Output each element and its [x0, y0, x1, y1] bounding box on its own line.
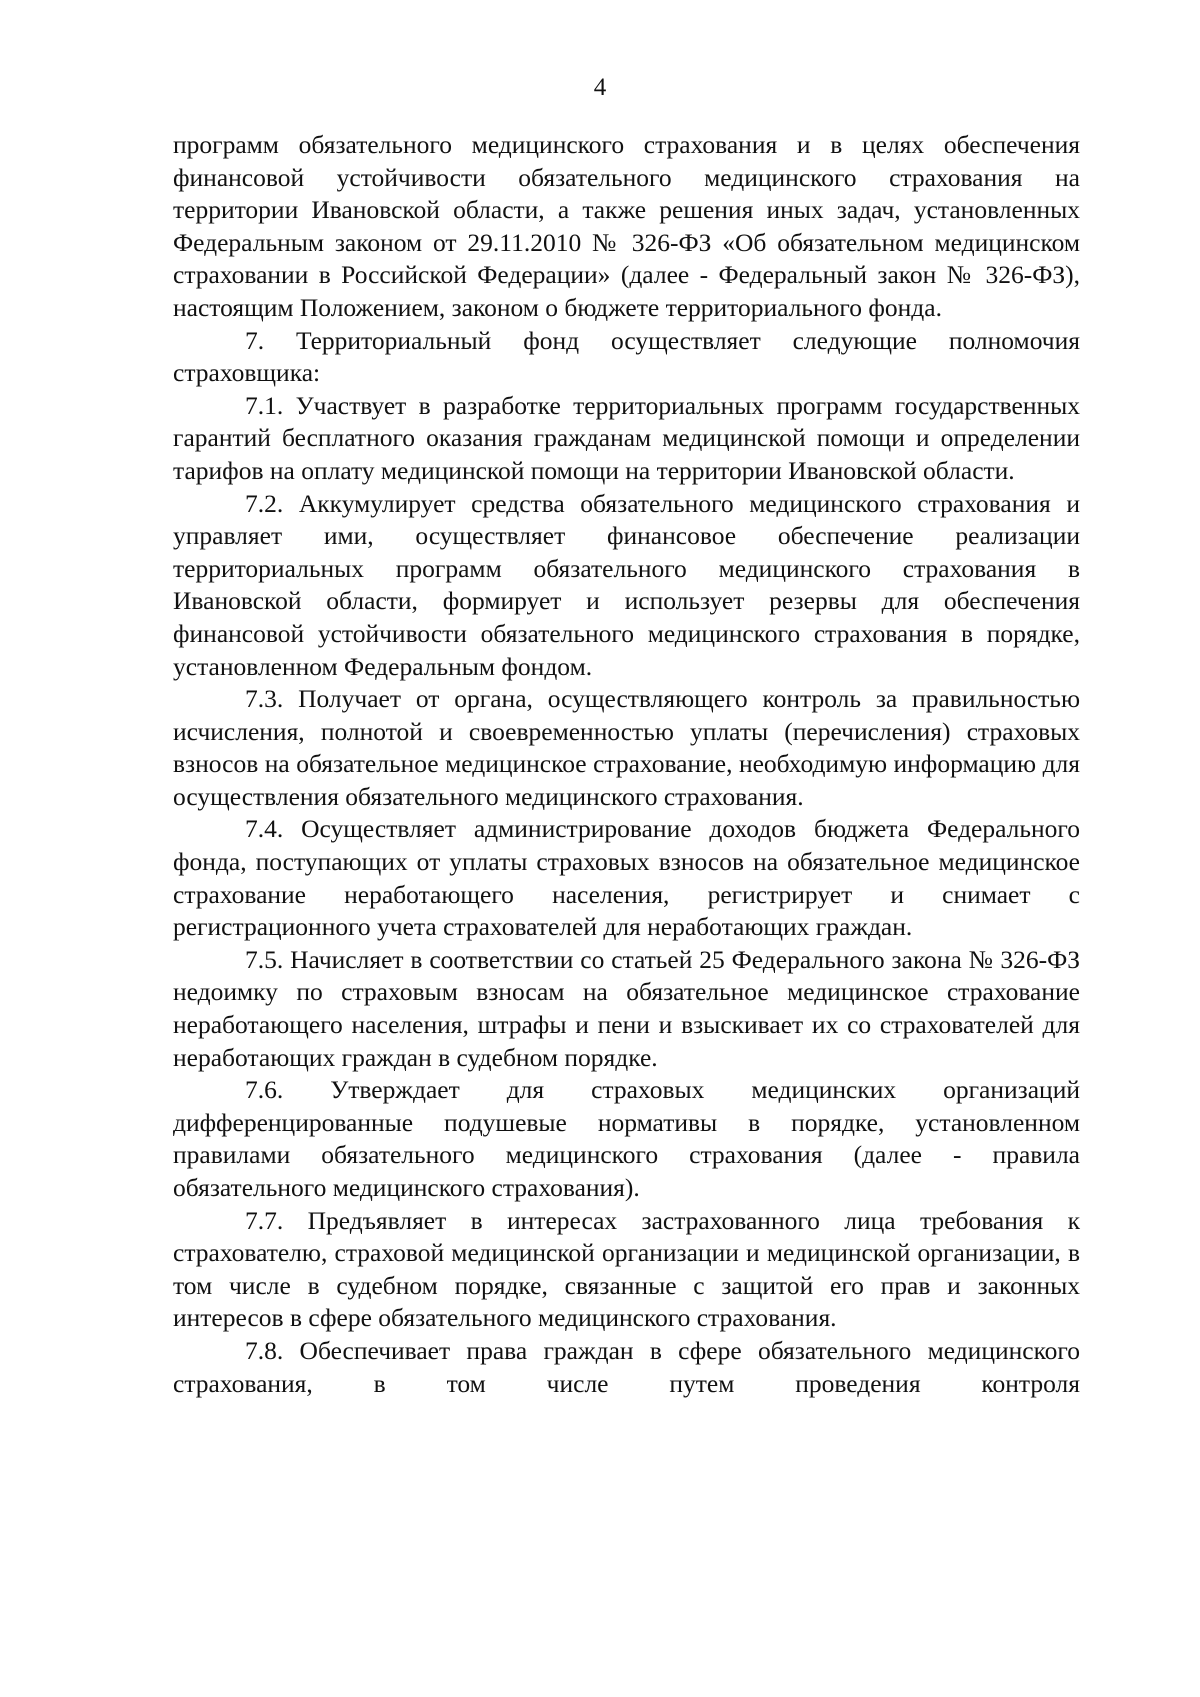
paragraph-item-7-3: 7.3. Получает от органа, осуществляющего контроль за правильностью исчисления, полнотой и своевременностью уплаты (перечисления) страховых взносов на обязательное медицинское страхование, необходимую информацию для осуществления обязательного медицинского страхования. [173, 684, 1080, 811]
page-number: 4 [593, 74, 607, 101]
paragraph-item-7: 7. Территориальный фонд осуществляет следующие полномочия страховщика: [173, 325, 1080, 388]
paragraph-item-7-2: 7.2. Аккумулирует средства обязательного медицинского страхования и управляет ими, осуществляет финансовое обеспечение реализации территориальных программ обязательного медицинского страхования в Ивановской области, формирует и использует резервы для обеспечения финансовой устойчивости обязательного медицинского страхования в порядке, установленном Федеральным фондом. [173, 488, 1080, 681]
document-body [173, 129, 1080, 1400]
paragraph-continuation: программ обязательного медицинского страхования и в целях обеспечения финансовой устойчивости обязательного медицинского страхования на территории Ивановской области, а также решения иных задач, установленных Федеральным законом от 29.11.2010 № 326-ФЗ «Об обязательном медицинском страховании в Российской Федерации» (далее - Федеральный закон № 326-ФЗ), настоящим Положением, законом о бюджете территориального фонда. [173, 130, 1080, 322]
paragraph-item-7-4: 7.4. Осуществляет администрирование доходов бюджета Федерального фонда, поступающих от уплаты страховых взносов на обязательное медицинское страхование неработающего населения, регистрирует и снимает с регистрационного учета страхователей для неработающих граждан. [173, 814, 1080, 942]
paragraph-item-7-1: 7.1. Участвует в разработке территориальных программ государственных гарантий бесплатного оказания гражданам медицинской помощи и определении тарифов на оплату медицинской помощи на территории Ивановской области. [173, 390, 1080, 485]
paragraph-item-7-8: 7.8. Обеспечивает права граждан в сфере обязательного медицинского страхования, в том числе путем проведения контроля [173, 1335, 1080, 1398]
paragraph-item-7-7: 7.7. Предъявляет в интересах застрахованного лица требования к страхователю, страховой медицинской организации и медицинской организации, в том числе в судебном порядке, связанные с защитой его прав и законных интересов в сфере обязательного медицинского страхования. [173, 1205, 1080, 1333]
paragraph-item-7-6: 7.6. Утверждает для страховых медицинских организаций дифференцированные подушевые нормативы в порядке, установленном правилами обязательного медицинского страхования (далее - правила обязательного медицинского страхования). [173, 1075, 1080, 1202]
paragraph-item-7-5: 7.5. Начисляет в соответствии со статьей 25 Федерального закона № 326-ФЗ недоимку по страховым взносам на обязательное медицинское страхование неработающего населения, штрафы и пени и взыскивает их со страхователей для неработающих граждан в судебном порядке. [173, 944, 1080, 1072]
